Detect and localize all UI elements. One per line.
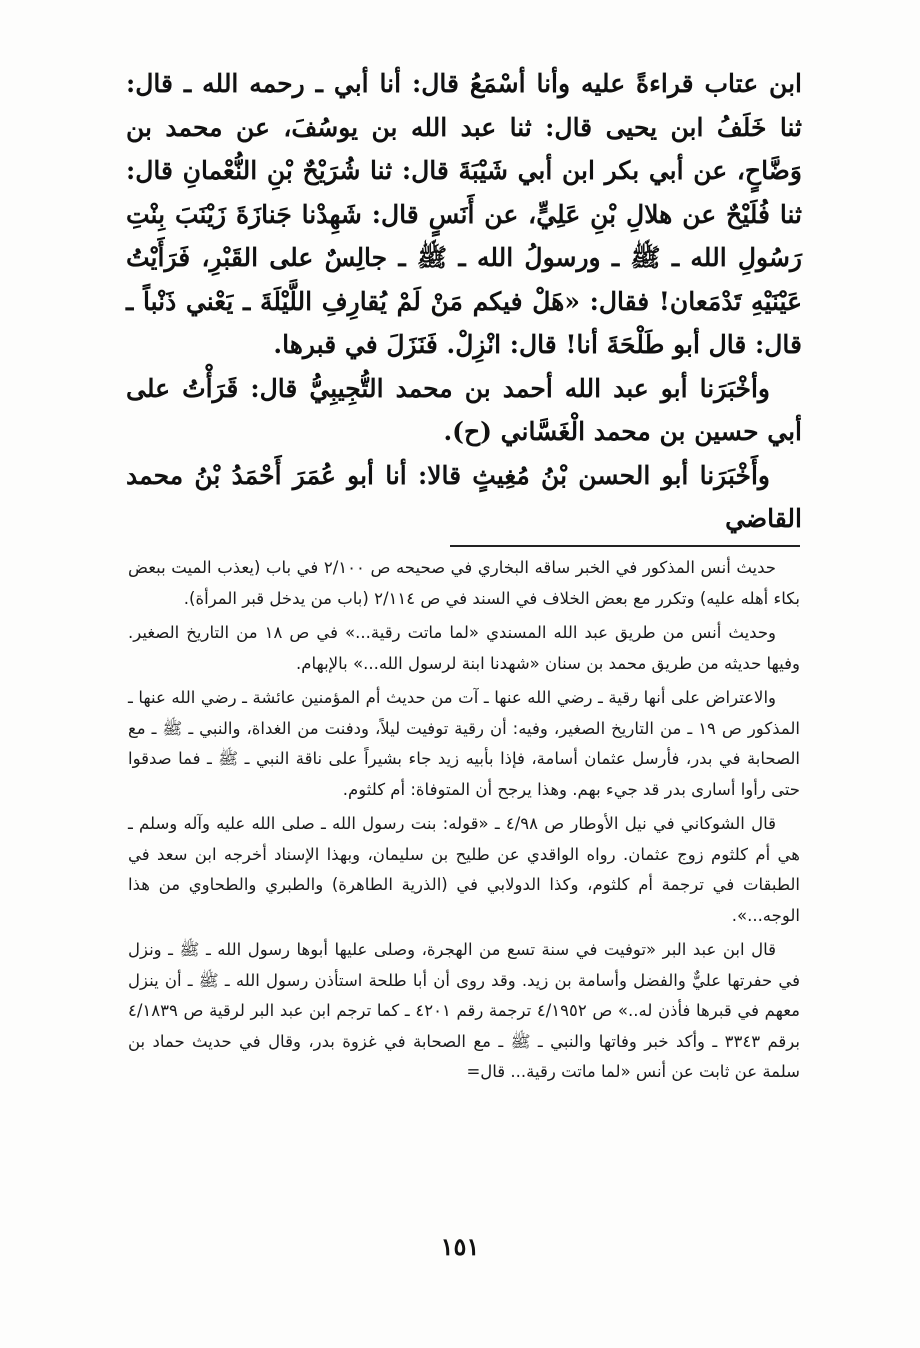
footnote: حديث أنس المذكور في الخبر ساقه البخاري في صحيحه ص ٢/١٠٠ في باب (يعذب الميت ببعض بكاء أهله عليه) وتكرر مع بعض الخلاف في السند في ص ٢/١١٤ (باب من يدخل قبر المرأة). <box>128 558 800 608</box>
main-text <box>126 62 802 541</box>
footnote: قال الشوكاني في نيل الأوطار ص ٤/٩٨ ـ «قوله: بنت رسول الله ـ صلى الله عليه وآله وسلم ـ هي أم كلثوم زوج عثمان. رواه الواقدي عن طليح بن سليمان، وبهذا الإسناد أخرجه ابن سعد في الطبقات في ترجمة أم كلثوم، وكذا الدولابي في (الذرية الطاهرة) والطبري والطحاوي من هذا الوجه...». <box>128 814 800 925</box>
page-number: ١٥١ <box>440 1232 480 1261</box>
footnote: قال ابن عبد البر «توفيت في سنة تسع من الهجرة، وصلى عليها أبوها رسول الله ـ ﷺ ـ ونزل في حفرتها عليٌّ والفضل وأسامة بن زيد. وقد روى أن أبا طلحة استأذن رسول الله ـ ﷺ ـ أن ينزل معهم في قبرها فأذن له..» ص ٤/١٩٥٢ ترجمة رقم ٤٢٠١ ـ كما ترجم ابن عبد البر لرقية ص ٤/١٨٣٩ برقم ٣٣٤٣ ـ وأكد خبر وفاتها والنبي ـ ﷺ ـ مع الصحابة في غزوة بدر، وقال في حديث حماد بن سلمة عن ثابت عن أنس «لما ماتت رقية... قال= <box>128 940 801 1081</box>
footnote: وحديث أنس من طريق عبد الله المسندي «لما ماتت رقية...» في ص ١٨ من التاريخ الصغير. وفيها حديثه من طريق محمد بن سنان «شهدنا ابنة لرسول الله...» بالإبهام. <box>128 623 800 673</box>
footnotes <box>128 553 800 1092</box>
main-paragraph: وأَخْبَرَنا أبو الحسن بْنُ مُغِيثٍ قالا: أنا أبو عُمَرَ أَحْمَدُ بْنُ محمد القاضي <box>126 460 802 533</box>
footnote: والاعتراض على أنها رقية ـ رضي الله عنها ـ آت من حديث أم المؤمنين عائشة ـ رضي الله عنها ـ المذكور ص ١٩ ـ من التاريخ الصغير، وفيه: أن رقية توفيت ليلاً، ودفنت من الغداة، والنبي ـ ﷺ ـ مع الصحابة في بدر، فأرسل عثمان أسامة، فإذا بأبيه زيد جاء بشيراً على ناقة النبي ـ ﷺ ـ فما صدقوا حتى رأوا أسارى بدر قد جيء بهم. وهذا يرجح أن المتوفاة: أم كلثوم. <box>128 688 801 799</box>
main-paragraph: ابن عتاب قراءةً عليه وأنا أسْمَعُ قال: أنا أبي ـ رحمه الله ـ قال: ثنا خَلَفُ ابن يحيى قال: ثنا عبد الله بن يوسُفَ، عن محمد بن وَضَّاحٍ، عن أبي بكر ابن أبي شَيْبَةَ قال: ثنا شُرَيْحٌ بْنِ النُّعْمانِ قال: ثنا فُلَيْحٌ عن هلالِ بْنِ عَلِيٍّ، عن أَنَسٍ قال: شَهِدْنا جَنازَةَ زَيْنَبَ بِنْتِ رَسُولِ الله ـ ﷺ ـ ورسولُ الله ـ ﷺ ـ جالِسٌ على القَبْرِ، فَرَأَيْتُ عَيْنَيْهِ تَدْمَعان! فقال: «هَلْ فيكم مَنْ لَمْ يُقارِفِ اللَّيْلَةَ ـ يَعْني ذَنْباً ـ قال: قال أبو طَلْحَةَ أنا! قال: انْزِلْ. فَنَزَلَ في قبرها. <box>126 69 802 359</box>
main-paragraph: وأخْبَرَنا أبو عبد الله أحمد بن محمد التُّجِيبِيُّ قال: قَرَأْتُ على أبي حسين بن محمد الْغَسَّاني (ح). <box>126 373 802 446</box>
footnote-separator <box>450 545 800 547</box>
